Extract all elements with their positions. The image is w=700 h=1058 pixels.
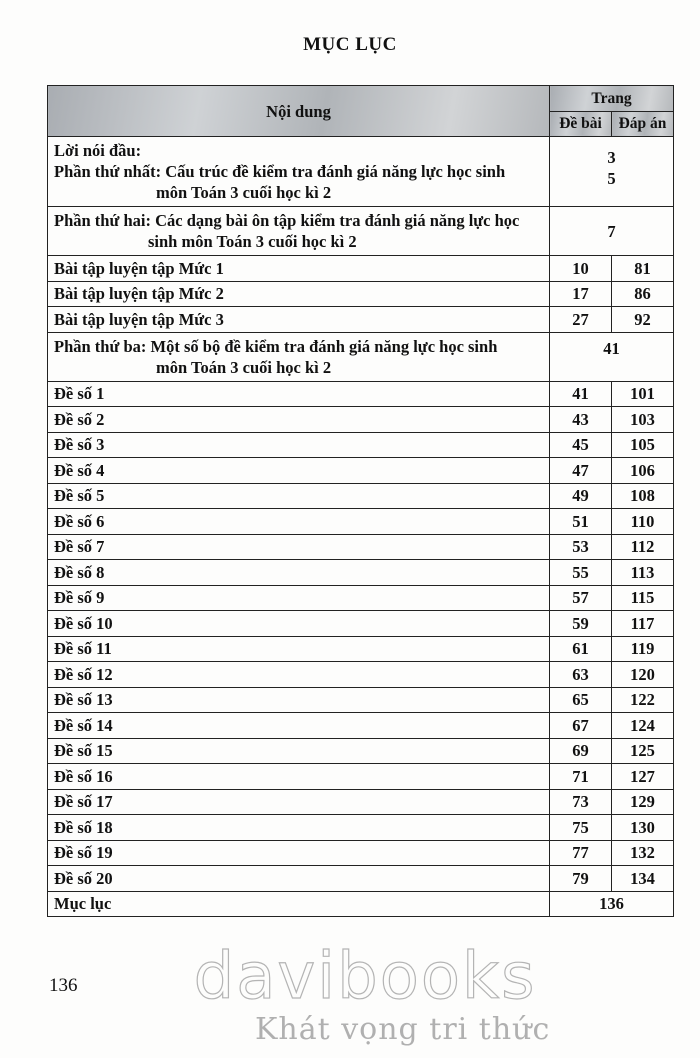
test-row-exercise-page: 61 [550, 636, 612, 662]
test-row-exercise-page: 47 [550, 458, 612, 484]
intro-row [48, 137, 674, 207]
level-row-label: Bài tập luyện tập Mức 3 [48, 307, 550, 333]
test-row-answer-page: 115 [612, 585, 674, 611]
test-row-label: Đề số 1 [48, 381, 550, 407]
test-row-answer-page: 113 [612, 560, 674, 586]
test-row-label: Đề số 15 [48, 738, 550, 764]
test-row [48, 815, 674, 841]
part1-label-cont: môn Toán 3 cuối học kì 2 [156, 183, 332, 202]
test-row-exercise-page: 41 [550, 381, 612, 407]
test-row-answer-page: 110 [612, 509, 674, 535]
level-row-exercise-page: 17 [550, 281, 612, 307]
page-title: MỤC LỤC [303, 34, 397, 55]
test-row [48, 662, 674, 688]
test-row-label: Đề số 16 [48, 764, 550, 790]
test-row [48, 432, 674, 458]
level-row-exercise-page: 10 [550, 256, 612, 282]
test-row-exercise-page: 43 [550, 407, 612, 433]
test-row [48, 789, 674, 815]
test-row-exercise-page: 77 [550, 840, 612, 866]
test-row-label: Đề số 8 [48, 560, 550, 586]
part2-row [48, 207, 674, 256]
test-row [48, 560, 674, 586]
toc-table [47, 85, 674, 917]
part1-label: Phần thứ nhất: Cấu trúc đề kiểm tra đánh giá năng lực học sinh [54, 162, 506, 181]
watermark-logo: davibooks [193, 940, 537, 1014]
page-number: 136 [49, 975, 78, 996]
watermark-tagline: Khát vọng tri thức [255, 1012, 551, 1047]
test-row-label: Đề số 20 [48, 866, 550, 892]
test-row [48, 713, 674, 739]
level-row-answer-page: 92 [612, 307, 674, 333]
intro-label: Lời nói đầu: [54, 141, 142, 160]
test-row-answer-page: 106 [612, 458, 674, 484]
part3-label: Phần thứ ba: Một số bộ đề kiểm tra đánh giá năng lực học sinh [54, 336, 498, 356]
test-row [48, 534, 674, 560]
test-row-label: Đề số 2 [48, 407, 550, 433]
test-row [48, 509, 674, 535]
test-row-answer-page: 122 [612, 687, 674, 713]
test-row-exercise-page: 49 [550, 483, 612, 509]
test-row-exercise-page: 59 [550, 611, 612, 637]
test-row-exercise-page: 63 [550, 662, 612, 688]
test-row-label: Đề số 5 [48, 483, 550, 509]
test-row [48, 738, 674, 764]
level-row [48, 307, 674, 333]
test-row-exercise-page: 57 [550, 585, 612, 611]
test-row-label: Đề số 12 [48, 662, 550, 688]
exercise-column-header: Đề bài [550, 111, 612, 137]
test-row [48, 407, 674, 433]
test-row-exercise-page: 45 [550, 432, 612, 458]
test-row-exercise-page: 75 [550, 815, 612, 841]
test-row-label: Đề số 7 [48, 534, 550, 560]
part3-row [48, 332, 674, 381]
level-row [48, 281, 674, 307]
test-row-answer-page: 112 [612, 534, 674, 560]
part2-label-cont: sinh môn Toán 3 cuối học kì 2 [148, 232, 357, 251]
test-row-label: Đề số 3 [48, 432, 550, 458]
test-row-answer-page: 103 [612, 407, 674, 433]
test-row-exercise-page: 71 [550, 764, 612, 790]
part1-page: 5 [607, 168, 616, 188]
test-row-answer-page: 125 [612, 738, 674, 764]
test-row-answer-page: 132 [612, 840, 674, 866]
toc-row-label: Mục lục [48, 891, 550, 917]
toc-row [48, 891, 674, 917]
level-row-label: Bài tập luyện tập Mức 2 [48, 281, 550, 307]
test-row-answer-page: 101 [612, 381, 674, 407]
test-row-answer-page: 119 [612, 636, 674, 662]
test-row-answer-page: 130 [612, 815, 674, 841]
test-row [48, 866, 674, 892]
test-row-answer-page: 124 [612, 713, 674, 739]
level-row-answer-page: 86 [612, 281, 674, 307]
test-row-exercise-page: 79 [550, 866, 612, 892]
test-row-label: Đề số 18 [48, 815, 550, 841]
part3-label-cont: môn Toán 3 cuối học kì 2 [156, 357, 332, 377]
level-row-label: Bài tập luyện tập Mức 1 [48, 256, 550, 282]
toc-row-page: 136 [550, 891, 674, 917]
part2-label: Phần thứ hai: Các dạng bài ôn tập kiểm tra đánh giá năng lực học [54, 211, 520, 230]
test-row-label: Đề số 6 [48, 509, 550, 535]
test-row-exercise-page: 67 [550, 713, 612, 739]
part2-page: 7 [550, 207, 674, 256]
test-row-exercise-page: 73 [550, 789, 612, 815]
test-row-exercise-page: 65 [550, 687, 612, 713]
test-row-exercise-page: 51 [550, 509, 612, 535]
test-row-label: Đề số 9 [48, 585, 550, 611]
test-row-label: Đề số 14 [48, 713, 550, 739]
test-row [48, 687, 674, 713]
test-row [48, 764, 674, 790]
test-row-label: Đề số 4 [48, 458, 550, 484]
level-row-exercise-page: 27 [550, 307, 612, 333]
test-row [48, 585, 674, 611]
test-row-answer-page: 127 [612, 764, 674, 790]
test-row-label: Đề số 11 [48, 636, 550, 662]
test-row-answer-page: 117 [612, 611, 674, 637]
test-row-label: Đề số 17 [48, 789, 550, 815]
test-row-label: Đề số 10 [48, 611, 550, 637]
test-row-answer-page: 105 [612, 432, 674, 458]
test-row [48, 483, 674, 509]
test-row-answer-page: 108 [612, 483, 674, 509]
test-row-answer-page: 134 [612, 866, 674, 892]
test-row [48, 381, 674, 407]
intro-page: 3 [607, 147, 616, 167]
level-row-answer-page: 81 [612, 256, 674, 282]
test-row-exercise-page: 55 [550, 560, 612, 586]
test-row [48, 611, 674, 637]
test-row-exercise-page: 69 [550, 738, 612, 764]
test-row-label: Đề số 19 [48, 840, 550, 866]
test-row-exercise-page: 53 [550, 534, 612, 560]
level-row [48, 256, 674, 282]
test-row-label: Đề số 13 [48, 687, 550, 713]
answer-column-header: Đáp án [612, 111, 674, 137]
test-row-answer-page: 120 [612, 662, 674, 688]
test-row [48, 636, 674, 662]
test-row [48, 840, 674, 866]
part3-page: 41 [550, 332, 674, 381]
content-column-header: Nội dung [48, 86, 550, 137]
test-row [48, 458, 674, 484]
test-row-answer-page: 129 [612, 789, 674, 815]
page-column-header: Trang [550, 86, 674, 112]
